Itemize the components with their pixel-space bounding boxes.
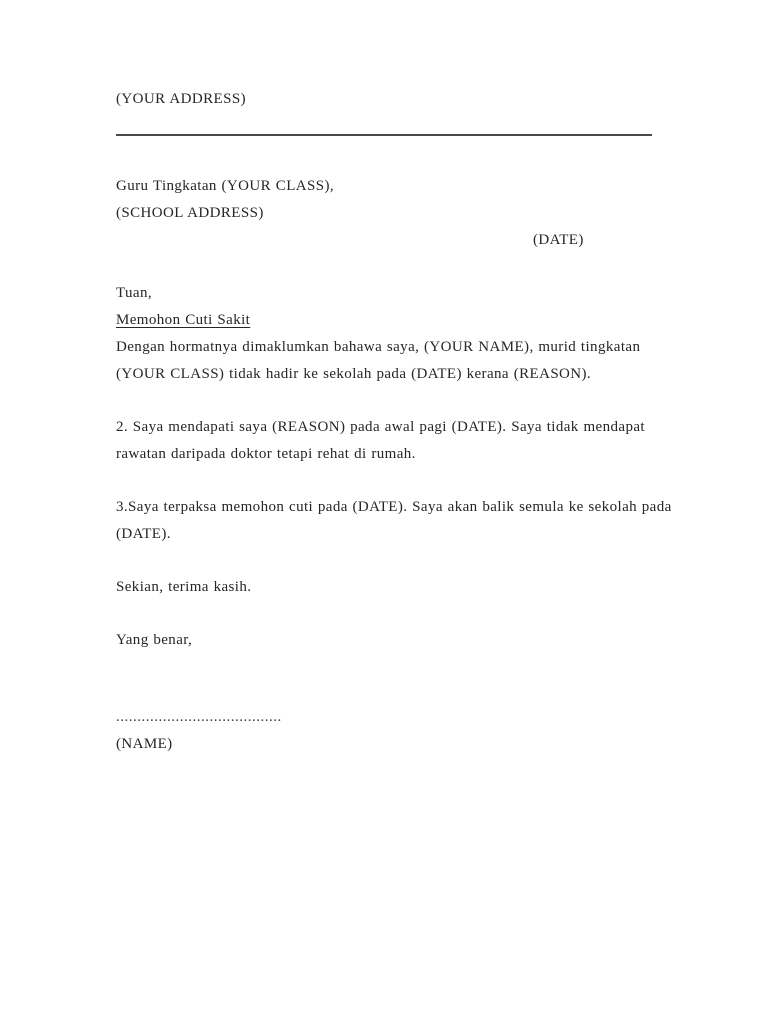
date-line: (DATE) [533, 232, 584, 248]
header-divider [116, 134, 652, 136]
paragraph-2-line-2: rawatan daripada doktor tetapi rehat di rumah. [116, 446, 416, 462]
paragraph-3 [116, 494, 672, 548]
salutation: Tuan, [116, 285, 153, 301]
closing-line: Sekian, terima kasih. [116, 579, 252, 595]
paragraph-1-line-2: (YOUR CLASS) tidak hadir ke sekolah pada (DATE) kerana (REASON). [116, 366, 592, 382]
recipient-block [116, 173, 652, 254]
paragraph-2 [116, 414, 652, 468]
sender-address: (YOUR ADDRESS) [116, 91, 246, 107]
signer-name: (NAME) [116, 736, 173, 752]
paragraph-2-line-1: 2. Saya mendapati saya (REASON) pada awal pagi (DATE). Saya tidak mendapat [116, 419, 645, 435]
paragraph-3-line-2: (DATE). [116, 526, 171, 542]
sign-off-line: Yang benar, [116, 632, 193, 648]
recipient-address-line: (SCHOOL ADDRESS) [116, 205, 264, 221]
paragraph-3-line-1: 3.Saya terpaksa memohon cuti pada (DATE). Saya akan balik semula ke sekolah pada [116, 499, 672, 515]
recipient-name-line: Guru Tingkatan (YOUR CLASS), [116, 178, 335, 194]
subject-line: Memohon Cuti Sakit [116, 312, 251, 328]
paragraph-1-line-1: Dengan hormatnya dimaklumkan bahawa saya, (YOUR NAME), murid tingkatan [116, 339, 641, 355]
signature-dotted-line: ....................................... [116, 709, 282, 725]
opening-block [116, 280, 652, 388]
signature-block [116, 704, 652, 758]
